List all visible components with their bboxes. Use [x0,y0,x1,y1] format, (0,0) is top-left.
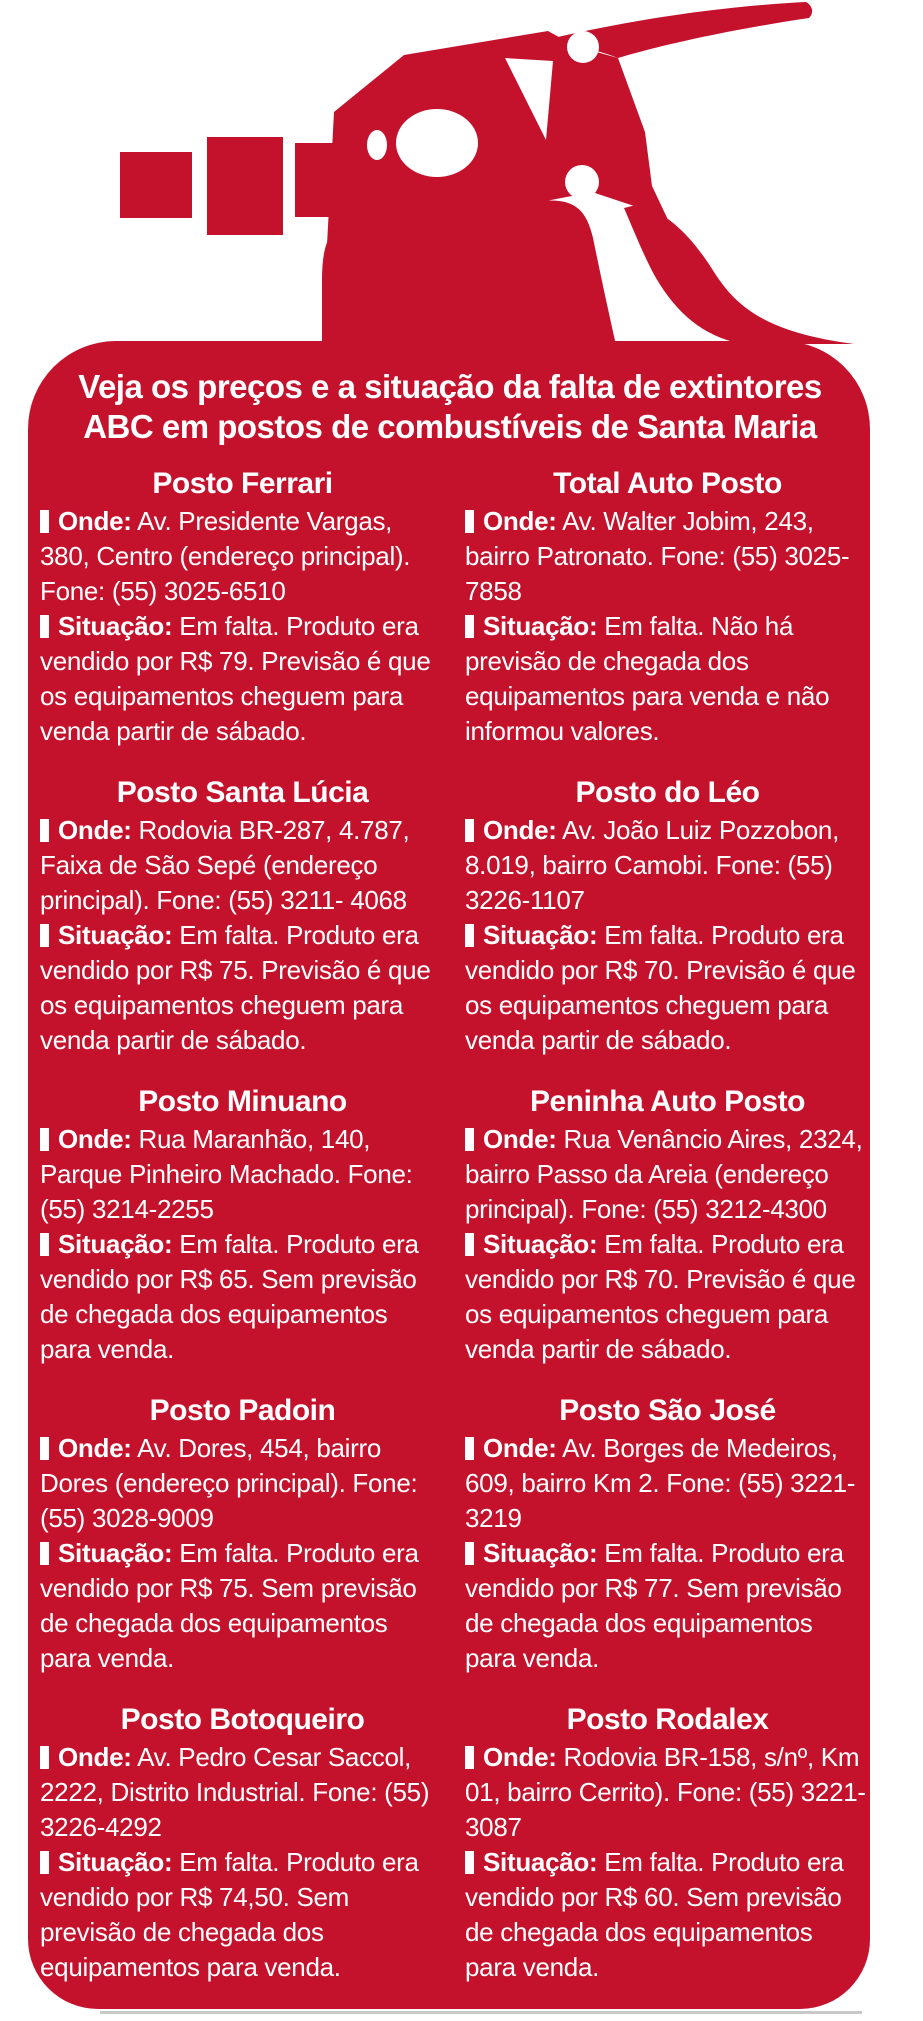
onde-text: Av. Borges de Medeiros, 609, bairro Km 2. Fone: (55) 3221-3219 [465,1433,856,1533]
onde-text: Rodovia BR-158, s/nº, Km 01, bairro Cerrito). Fone: (55) 3221-3087 [465,1742,866,1842]
onde-text: Rua Venâncio Aires, 2324, bairro Passo da Areia (endereço principal). Fone: (55) 3212-4300 [465,1124,863,1224]
situacao-label: Situação: [58,1847,173,1877]
station-situacao [40,1845,445,1985]
station-onde [465,813,870,918]
bullet-bar-icon [40,1437,49,1460]
station-situacao [40,1536,445,1676]
station-onde [40,813,445,918]
onde-text: Av. Walter Jobim, 243, bairro Patronato. Fone: (55) 3025- 7858 [465,506,850,606]
bullet-bar-icon [465,1128,474,1151]
situacao-text: Em falta. Produto era vendido por R$ 75. Previsão é que os equipamentos cheguem para venda partir de sábado. [40,920,431,1055]
situacao-text: Em falta. Produto era vendido por R$ 70. Previsão é que os equipamentos cheguem para venda partir de sábado. [465,920,856,1055]
onde-label: Onde: [58,815,132,845]
situacao-text: Em falta. Produto era vendido por R$ 77. Sem previsão de chegada dos equipamentos para venda. [465,1538,844,1673]
columns [40,465,870,2010]
station-name: Posto Minuano [138,1085,347,1118]
situacao-label: Situação: [483,611,598,641]
station-name: Peninha Auto Posto [530,1085,805,1118]
station-onde [40,1122,445,1227]
situacao-label: Situação: [58,920,173,950]
bullet-bar-icon [465,1851,474,1874]
station-situacao [465,609,870,749]
situacao-label: Situação: [483,1538,598,1568]
bullet-bar-icon [465,819,474,842]
situacao-label: Situação: [483,1229,598,1259]
fire-extinguisher-icon [0,0,923,345]
bullet-bar-icon [465,1542,474,1565]
situacao-label: Situação: [483,920,598,950]
station-name: Posto Rodalex [566,1703,769,1736]
onde-label: Onde: [483,1124,557,1154]
station-situacao [40,918,445,1058]
onde-text: Av. João Luiz Pozzobon, 8.019, bairro Camobi. Fone: (55) 3226-1107 [465,815,839,915]
bullet-bar-icon [40,819,49,842]
situacao-text: Em falta. Produto era vendido por R$ 79. Previsão é que os equipamentos cheguem para venda partir de sábado. [40,611,431,746]
bullet-bar-icon [465,924,474,947]
station-onde [465,504,870,609]
onde-label: Onde: [58,506,132,536]
station-situacao [465,1227,870,1367]
onde-label: Onde: [58,1124,132,1154]
station-onde [465,1122,870,1227]
station-onde [465,1740,870,1845]
bullet-bar-icon [40,1128,49,1151]
station-name: Posto do Léo [575,776,760,809]
station-onde [465,1431,870,1536]
onde-label: Onde: [483,815,557,845]
bullet-bar-icon [465,1233,474,1256]
bullet-bar-icon [40,924,49,947]
column-left [40,465,445,2010]
station-name: Posto Botoqueiro [120,1703,365,1736]
station-name: Posto São José [559,1394,776,1427]
station-situacao [40,609,445,749]
station-situacao [40,1227,445,1367]
bullet-bar-icon [465,510,474,533]
situacao-text: Em falta. Produto era vendido por R$ 70. Previsão é que os equipamentos cheguem para venda partir de sábado. [465,1229,856,1364]
panel-title [40,367,860,447]
station-name: Total Auto Posto [553,467,782,500]
bullet-bar-icon [465,1746,474,1769]
situacao-text: Em falta. Não há previsão de chegada dos equipamentos para venda e não informou valores. [465,611,830,746]
onde-text: Rua Maranhão, 140, Parque Pinheiro Machado. Fone: (55) 3214-2255 [40,1124,413,1224]
bullet-bar-icon [40,510,49,533]
onde-label: Onde: [483,1742,557,1772]
station-situacao [465,918,870,1058]
extinguisher-red-shapes [120,2,854,345]
bullet-bar-icon [465,1437,474,1460]
onde-label: Onde: [58,1433,132,1463]
bullet-bar-icon [40,1233,49,1256]
situacao-text: Em falta. Produto era vendido por R$ 75. Sem previsão de chegada dos equipamentos para venda. [40,1538,419,1673]
situacao-label: Situação: [58,1229,173,1259]
station-onde [40,504,445,609]
onde-text: Av. Dores, 454, bairro Dores (endereço principal). Fone: (55) 3028-9009 [40,1433,418,1533]
column-right [465,465,870,2010]
infographic-panel [28,341,870,2009]
onde-text: Av. Pedro Cesar Saccol, 2222, Distrito Industrial. Fone: (55) 3226-4292 [40,1742,430,1842]
onde-text: Rodovia BR-287, 4.787, Faixa de São Sepé (endereço principal). Fone: (55) 3211- 4068 [40,815,410,915]
station-name: Posto Padoin [149,1394,336,1427]
situacao-text: Em falta. Produto era vendido por R$ 65. Sem previsão de chegada dos equipamentos para venda. [40,1229,419,1364]
bullet-bar-icon [40,615,49,638]
station-entry [40,1392,445,1676]
bullet-bar-icon [40,1542,49,1565]
situacao-text: Em falta. Produto era vendido por R$ 74,50. Sem previsão de chegada dos equipamentos para venda. [40,1847,419,1982]
bullet-bar-icon [465,615,474,638]
station-entry [465,1701,870,1985]
station-entry [465,1392,870,1676]
bullet-bar-icon [40,1746,49,1769]
situacao-label: Situação: [58,611,173,641]
station-entry [40,1701,445,1985]
situacao-label: Situação: [58,1538,173,1568]
panel-title-line2: ABC em postos de combustíveis de Santa Maria [83,408,817,445]
station-entry [40,465,445,749]
onde-text: Av. Presidente Vargas, 380, Centro (endereço principal). Fone: (55) 3025-6510 [40,506,411,606]
situacao-label: Situação: [483,1847,598,1877]
station-situacao [465,1536,870,1676]
station-name: Posto Ferrari [152,467,333,500]
station-entry [465,465,870,749]
station-onde [40,1431,445,1536]
station-entry [40,1083,445,1367]
station-entry [40,774,445,1058]
onde-label: Onde: [58,1742,132,1772]
bottom-divider [100,2011,862,2014]
bullet-bar-icon [40,1851,49,1874]
situacao-text: Em falta. Produto era vendido por R$ 60. Sem previsão de chegada dos equipamentos para venda. [465,1847,844,1982]
panel-title-line1: Veja os preços e a situação da falta de extintores [78,368,822,405]
station-onde [40,1740,445,1845]
station-entry [465,1083,870,1367]
station-name: Posto Santa Lúcia [116,776,369,809]
onde-label: Onde: [483,1433,557,1463]
station-situacao [465,1845,870,1985]
station-entry [465,774,870,1058]
onde-label: Onde: [483,506,557,536]
